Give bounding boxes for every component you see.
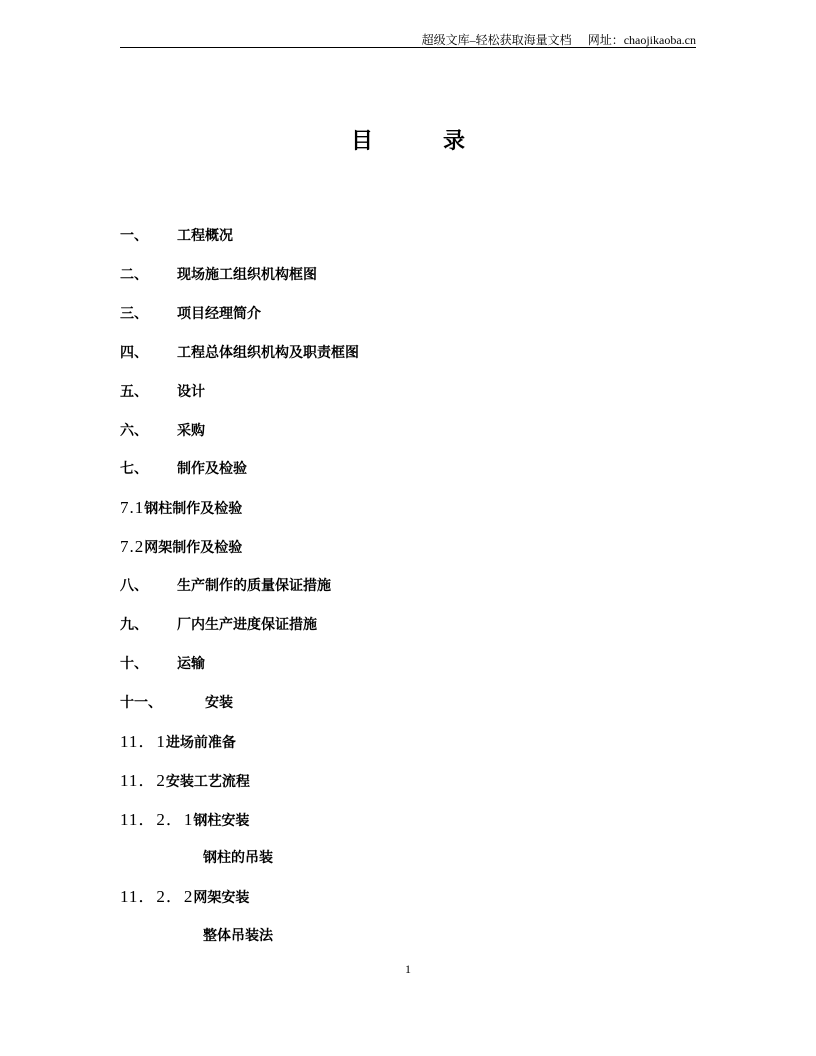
toc-number: 六、 [120, 422, 148, 439]
toc-entry[interactable] [203, 848, 273, 868]
toc-entry[interactable] [120, 498, 242, 519]
toc-text: 网架制作及检验 [144, 540, 243, 557]
title-char-2: 录 [443, 129, 466, 154]
toc-text: 安装工艺流程 [165, 773, 250, 790]
toc-entry[interactable] [120, 265, 317, 285]
toc-number: 四、 [120, 344, 148, 361]
toc-entry[interactable] [120, 226, 233, 246]
toc-entry[interactable] [120, 810, 249, 831]
toc-entry[interactable] [120, 615, 317, 635]
toc-text: 厂内生产进度保证措施 [177, 617, 317, 633]
toc-text: 生产制作的质量保证措施 [177, 578, 331, 595]
header-url: 网址：chaojikaoba.cn [587, 33, 696, 47]
toc-text: 钢柱安装 [193, 812, 250, 829]
toc-text: 整体吊装法 [203, 928, 273, 945]
toc-entry[interactable] [120, 459, 247, 479]
toc-text: 设计 [177, 383, 205, 400]
toc-text: 安装 [205, 694, 233, 711]
toc-number: 11．2 [120, 770, 166, 790]
page-header [406, 31, 696, 48]
toc-text: 进场前准备 [165, 734, 236, 751]
toc-entry[interactable] [120, 771, 250, 792]
toc-number: 11．2．2 [120, 887, 194, 907]
toc-text: 工程概况 [177, 228, 233, 244]
toc-number: 二、 [120, 266, 148, 283]
toc-text: 钢柱的吊装 [203, 850, 273, 867]
toc-number: 一、 [120, 228, 148, 244]
header-site: 超级文库–轻松获取海量文档 [421, 33, 572, 47]
toc-number: 九、 [120, 617, 148, 633]
toc-entry[interactable] [120, 732, 236, 753]
toc-entry[interactable] [120, 421, 205, 441]
header-rule [120, 47, 696, 48]
toc-number: 十一、 [120, 694, 162, 711]
toc-entry[interactable] [120, 693, 233, 713]
toc-number: 八、 [120, 578, 148, 595]
title-char-1: 目 [350, 129, 373, 154]
toc-number: 十、 [120, 655, 148, 672]
toc-entry[interactable] [120, 887, 249, 908]
toc-text: 项目经理简介 [177, 305, 261, 322]
toc-text: 网架安装 [193, 890, 250, 907]
toc-number: 7.1 [120, 498, 145, 518]
toc-number: 7.2 [120, 537, 145, 557]
toc-entry[interactable] [120, 304, 261, 324]
toc-entry[interactable] [120, 382, 205, 402]
page-number: 1 [405, 962, 411, 976]
toc-number: 11．1 [120, 731, 166, 751]
toc-entry[interactable] [120, 576, 331, 596]
toc-text: 运输 [177, 655, 205, 672]
toc-entry[interactable] [120, 537, 242, 558]
toc-text: 采购 [177, 422, 205, 439]
toc-number: 五、 [120, 383, 148, 400]
toc-number: 七、 [120, 461, 148, 478]
toc-text: 钢柱制作及检验 [144, 501, 243, 518]
toc-text: 工程总体组织机构及职责框图 [177, 344, 359, 361]
toc-number: 三、 [120, 305, 148, 322]
toc-number: 11．2．1 [120, 809, 194, 829]
toc-entry[interactable] [203, 926, 273, 946]
toc-text: 制作及检验 [177, 461, 247, 478]
page-title [0, 124, 816, 155]
toc-entry[interactable] [120, 654, 205, 674]
toc-text: 现场施工组织机构框图 [177, 266, 317, 283]
toc-entry[interactable] [120, 343, 359, 363]
